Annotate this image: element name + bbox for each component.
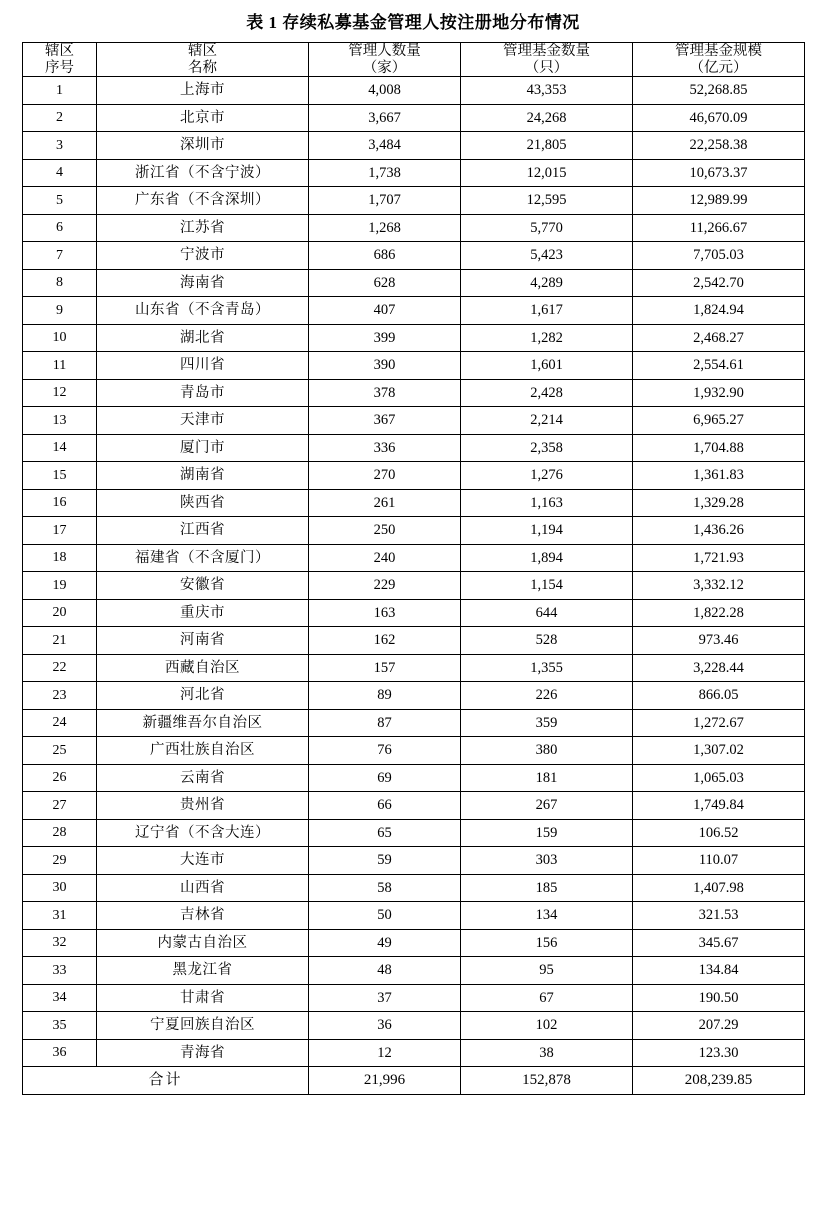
- cell-managers: 162: [309, 627, 461, 655]
- cell-region: 浙江省（不含宁波）: [97, 159, 309, 187]
- cell-region: 天津市: [97, 407, 309, 435]
- cell-scale: 321.53: [633, 902, 805, 930]
- cell-region: 深圳市: [97, 132, 309, 160]
- cell-scale: 3,228.44: [633, 654, 805, 682]
- cell-index: 14: [23, 434, 97, 462]
- cell-region: 湖南省: [97, 462, 309, 490]
- table-row: [23, 792, 805, 820]
- cell-region: 山西省: [97, 874, 309, 902]
- cell-funds: 156: [461, 929, 633, 957]
- column-header-manager-count: [309, 43, 461, 77]
- table-row: [23, 132, 805, 160]
- cell-funds: 528: [461, 627, 633, 655]
- cell-index: 33: [23, 957, 97, 985]
- cell-funds: 38: [461, 1039, 633, 1067]
- cell-funds: 159: [461, 819, 633, 847]
- cell-managers: 1,707: [309, 187, 461, 215]
- cell-scale: 973.46: [633, 627, 805, 655]
- table-row: [23, 517, 805, 545]
- table-row: [23, 544, 805, 572]
- cell-region: 黑龙江省: [97, 957, 309, 985]
- cell-managers: 37: [309, 984, 461, 1012]
- cell-region: 吉林省: [97, 902, 309, 930]
- cell-managers: 163: [309, 599, 461, 627]
- cell-region: 大连市: [97, 847, 309, 875]
- cell-funds: 102: [461, 1012, 633, 1040]
- cell-managers: 36: [309, 1012, 461, 1040]
- cell-managers: 399: [309, 324, 461, 352]
- cell-managers: 378: [309, 379, 461, 407]
- table-row: [23, 489, 805, 517]
- table-row: [23, 269, 805, 297]
- cell-scale: 345.67: [633, 929, 805, 957]
- cell-funds: 2,214: [461, 407, 633, 435]
- cell-funds: 267: [461, 792, 633, 820]
- cell-funds: 67: [461, 984, 633, 1012]
- cell-index: 25: [23, 737, 97, 765]
- cell-region: 海南省: [97, 269, 309, 297]
- cell-index: 34: [23, 984, 97, 1012]
- cell-scale: 7,705.03: [633, 242, 805, 270]
- cell-region: 广东省（不含深圳）: [97, 187, 309, 215]
- cell-scale: 1,361.83: [633, 462, 805, 490]
- cell-funds: 1,276: [461, 462, 633, 490]
- cell-index: 15: [23, 462, 97, 490]
- cell-index: 32: [23, 929, 97, 957]
- cell-index: 24: [23, 709, 97, 737]
- cell-scale: 6,965.27: [633, 407, 805, 435]
- cell-region: 安徽省: [97, 572, 309, 600]
- cell-region: 湖北省: [97, 324, 309, 352]
- cell-funds: 1,355: [461, 654, 633, 682]
- cell-funds: 5,770: [461, 214, 633, 242]
- cell-scale: 1,407.98: [633, 874, 805, 902]
- cell-index: 7: [23, 242, 97, 270]
- cell-region: 广西壮族自治区: [97, 737, 309, 765]
- cell-scale: 1,749.84: [633, 792, 805, 820]
- table-row: [23, 1039, 805, 1067]
- table-row: [23, 407, 805, 435]
- cell-managers: 367: [309, 407, 461, 435]
- cell-index: 17: [23, 517, 97, 545]
- cell-scale: 1,065.03: [633, 764, 805, 792]
- cell-index: 11: [23, 352, 97, 380]
- cell-funds: 181: [461, 764, 633, 792]
- table-row: [23, 957, 805, 985]
- cell-funds: 4,289: [461, 269, 633, 297]
- cell-region: 上海市: [97, 77, 309, 105]
- table-row: [23, 297, 805, 325]
- cell-managers: 65: [309, 819, 461, 847]
- table-row: [23, 352, 805, 380]
- cell-region: 陕西省: [97, 489, 309, 517]
- cell-scale: 106.52: [633, 819, 805, 847]
- cell-region: 贵州省: [97, 792, 309, 820]
- cell-region: 江西省: [97, 517, 309, 545]
- cell-index: 31: [23, 902, 97, 930]
- cell-managers: 229: [309, 572, 461, 600]
- cell-managers: 407: [309, 297, 461, 325]
- column-header-fund-count-line1: 管理基金数量: [503, 43, 590, 60]
- cell-region: 北京市: [97, 104, 309, 132]
- cell-scale: 110.07: [633, 847, 805, 875]
- cell-region: 福建省（不含厦门）: [97, 544, 309, 572]
- cell-funds: 359: [461, 709, 633, 737]
- cell-index: 4: [23, 159, 97, 187]
- cell-scale: 123.30: [633, 1039, 805, 1067]
- cell-scale: 866.05: [633, 682, 805, 710]
- cell-scale: 3,332.12: [633, 572, 805, 600]
- table-row: [23, 1012, 805, 1040]
- cell-scale: 207.29: [633, 1012, 805, 1040]
- cell-region: 四川省: [97, 352, 309, 380]
- table-body: [23, 77, 805, 1067]
- cell-scale: 10,673.37: [633, 159, 805, 187]
- cell-scale: 46,670.09: [633, 104, 805, 132]
- cell-scale: 11,266.67: [633, 214, 805, 242]
- cell-index: 3: [23, 132, 97, 160]
- cell-funds: 5,423: [461, 242, 633, 270]
- cell-index: 9: [23, 297, 97, 325]
- cell-funds: 1,601: [461, 352, 633, 380]
- cell-region: 厦门市: [97, 434, 309, 462]
- cell-funds: 1,154: [461, 572, 633, 600]
- cell-managers: 270: [309, 462, 461, 490]
- cell-region: 河北省: [97, 682, 309, 710]
- column-header-fund-count-line2: （只）: [524, 59, 569, 76]
- cell-index: 28: [23, 819, 97, 847]
- column-header-manager-count-line2: （家）: [362, 59, 407, 76]
- column-header-fund-scale-line2: （亿元）: [689, 59, 748, 76]
- cell-managers: 3,667: [309, 104, 461, 132]
- cell-scale: 1,932.90: [633, 379, 805, 407]
- cell-managers: 59: [309, 847, 461, 875]
- cell-funds: 43,353: [461, 77, 633, 105]
- table-row: [23, 324, 805, 352]
- cell-region: 青岛市: [97, 379, 309, 407]
- cell-region: 江苏省: [97, 214, 309, 242]
- cell-index: 26: [23, 764, 97, 792]
- cell-managers: 261: [309, 489, 461, 517]
- table-row: [23, 434, 805, 462]
- cell-managers: 50: [309, 902, 461, 930]
- cell-funds: 1,163: [461, 489, 633, 517]
- cell-region: 山东省（不含青岛）: [97, 297, 309, 325]
- column-header-region-name-line2: 名称: [188, 59, 217, 76]
- total-managers: 21,996: [309, 1067, 461, 1095]
- cell-region: 青海省: [97, 1039, 309, 1067]
- cell-scale: 1,329.28: [633, 489, 805, 517]
- cell-scale: 2,554.61: [633, 352, 805, 380]
- cell-index: 36: [23, 1039, 97, 1067]
- table-row: [23, 462, 805, 490]
- cell-managers: 250: [309, 517, 461, 545]
- column-header-fund-scale-line1: 管理基金规模: [675, 43, 762, 60]
- table-row: [23, 737, 805, 765]
- cell-funds: 1,894: [461, 544, 633, 572]
- table-row: [23, 159, 805, 187]
- cell-funds: 134: [461, 902, 633, 930]
- table-row: [23, 709, 805, 737]
- cell-region: 内蒙古自治区: [97, 929, 309, 957]
- cell-managers: 89: [309, 682, 461, 710]
- cell-managers: 157: [309, 654, 461, 682]
- header-row: [23, 43, 805, 77]
- cell-index: 5: [23, 187, 97, 215]
- table-footer: [23, 1067, 805, 1095]
- cell-region: 重庆市: [97, 599, 309, 627]
- cell-index: 27: [23, 792, 97, 820]
- table-row: [23, 572, 805, 600]
- table-row: [23, 242, 805, 270]
- cell-scale: 2,542.70: [633, 269, 805, 297]
- cell-scale: 2,468.27: [633, 324, 805, 352]
- cell-managers: 4,008: [309, 77, 461, 105]
- cell-index: 16: [23, 489, 97, 517]
- cell-managers: 390: [309, 352, 461, 380]
- table-row: [23, 187, 805, 215]
- cell-region: 宁波市: [97, 242, 309, 270]
- cell-scale: 1,704.88: [633, 434, 805, 462]
- cell-managers: 1,738: [309, 159, 461, 187]
- cell-funds: 1,194: [461, 517, 633, 545]
- total-row: [23, 1067, 805, 1095]
- table-row: [23, 77, 805, 105]
- column-header-region-index-line2: 序号: [45, 59, 74, 76]
- table-row: [23, 819, 805, 847]
- table-row: [23, 929, 805, 957]
- table-row: [23, 984, 805, 1012]
- table-row: [23, 682, 805, 710]
- cell-funds: 12,015: [461, 159, 633, 187]
- cell-managers: 3,484: [309, 132, 461, 160]
- cell-scale: 1,822.28: [633, 599, 805, 627]
- total-scale: 208,239.85: [633, 1067, 805, 1095]
- cell-index: 2: [23, 104, 97, 132]
- cell-region: 河南省: [97, 627, 309, 655]
- cell-managers: 240: [309, 544, 461, 572]
- cell-funds: 185: [461, 874, 633, 902]
- cell-funds: 226: [461, 682, 633, 710]
- cell-index: 19: [23, 572, 97, 600]
- total-label: 合计: [23, 1067, 309, 1095]
- fund-manager-distribution-table: [22, 42, 805, 1095]
- cell-index: 20: [23, 599, 97, 627]
- cell-managers: 1,268: [309, 214, 461, 242]
- cell-funds: 303: [461, 847, 633, 875]
- column-header-fund-scale: [633, 43, 805, 77]
- table-row: [23, 654, 805, 682]
- column-header-region-index-line1: 辖区: [45, 43, 74, 60]
- total-funds: 152,878: [461, 1067, 633, 1095]
- cell-funds: 1,282: [461, 324, 633, 352]
- cell-funds: 1,617: [461, 297, 633, 325]
- cell-region: 西藏自治区: [97, 654, 309, 682]
- table-row: [23, 847, 805, 875]
- cell-index: 30: [23, 874, 97, 902]
- cell-funds: 12,595: [461, 187, 633, 215]
- table-row: [23, 379, 805, 407]
- cell-managers: 58: [309, 874, 461, 902]
- cell-funds: 95: [461, 957, 633, 985]
- cell-index: 29: [23, 847, 97, 875]
- table-header: [23, 43, 805, 77]
- cell-index: 22: [23, 654, 97, 682]
- cell-index: 1: [23, 77, 97, 105]
- cell-managers: 336: [309, 434, 461, 462]
- column-header-region-index: [23, 43, 97, 77]
- cell-managers: 87: [309, 709, 461, 737]
- table-row: [23, 104, 805, 132]
- cell-managers: 12: [309, 1039, 461, 1067]
- column-header-manager-count-line1: 管理人数量: [348, 43, 421, 60]
- cell-scale: 1,824.94: [633, 297, 805, 325]
- cell-region: 新疆维吾尔自治区: [97, 709, 309, 737]
- cell-region: 辽宁省（不含大连）: [97, 819, 309, 847]
- cell-managers: 76: [309, 737, 461, 765]
- column-header-fund-count: [461, 43, 633, 77]
- table-row: [23, 902, 805, 930]
- cell-scale: 1,436.26: [633, 517, 805, 545]
- cell-funds: 380: [461, 737, 633, 765]
- cell-region: 云南省: [97, 764, 309, 792]
- cell-funds: 24,268: [461, 104, 633, 132]
- cell-scale: 134.84: [633, 957, 805, 985]
- page-title: 表 1 存续私募基金管理人按注册地分布情况: [246, 13, 580, 32]
- table-row: [23, 627, 805, 655]
- cell-managers: 628: [309, 269, 461, 297]
- cell-region: 宁夏回族自治区: [97, 1012, 309, 1040]
- cell-index: 35: [23, 1012, 97, 1040]
- cell-funds: 644: [461, 599, 633, 627]
- cell-managers: 49: [309, 929, 461, 957]
- cell-scale: 1,272.67: [633, 709, 805, 737]
- cell-index: 8: [23, 269, 97, 297]
- column-header-region-name: [97, 43, 309, 77]
- cell-index: 10: [23, 324, 97, 352]
- cell-scale: 12,989.99: [633, 187, 805, 215]
- cell-scale: 22,258.38: [633, 132, 805, 160]
- cell-scale: 190.50: [633, 984, 805, 1012]
- cell-index: 13: [23, 407, 97, 435]
- cell-index: 23: [23, 682, 97, 710]
- cell-scale: 1,721.93: [633, 544, 805, 572]
- table-row: [23, 764, 805, 792]
- cell-managers: 686: [309, 242, 461, 270]
- cell-managers: 66: [309, 792, 461, 820]
- cell-managers: 69: [309, 764, 461, 792]
- cell-funds: 2,428: [461, 379, 633, 407]
- cell-scale: 1,307.02: [633, 737, 805, 765]
- column-header-region-name-line1: 辖区: [188, 43, 217, 60]
- cell-funds: 2,358: [461, 434, 633, 462]
- table-row: [23, 874, 805, 902]
- cell-scale: 52,268.85: [633, 77, 805, 105]
- cell-index: 12: [23, 379, 97, 407]
- cell-funds: 21,805: [461, 132, 633, 160]
- cell-region: 甘肃省: [97, 984, 309, 1012]
- cell-index: 6: [23, 214, 97, 242]
- cell-index: 21: [23, 627, 97, 655]
- table-row: [23, 599, 805, 627]
- cell-managers: 48: [309, 957, 461, 985]
- cell-index: 18: [23, 544, 97, 572]
- table-row: [23, 214, 805, 242]
